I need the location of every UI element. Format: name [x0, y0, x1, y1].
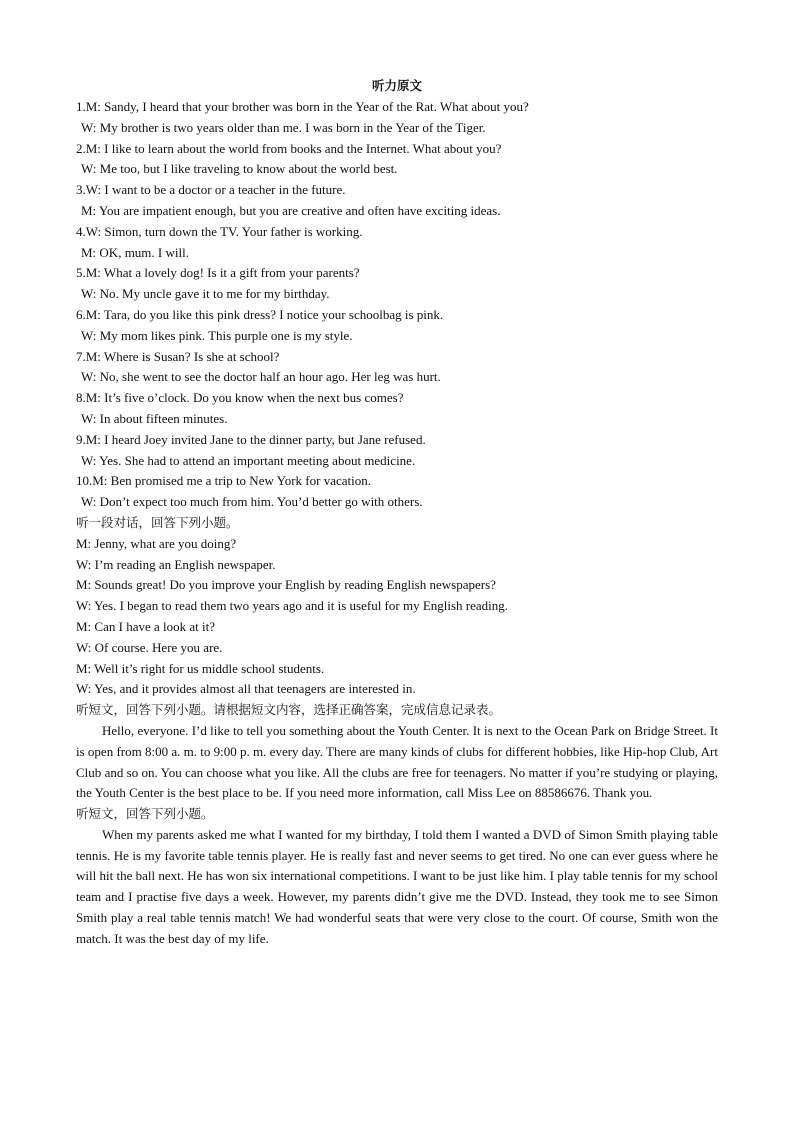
- dialogue-7-line-a: 7.M: Where is Susan? Is she at school?: [76, 348, 280, 364]
- page-title: 听力原文: [371, 78, 422, 93]
- passage-paragraph: When my parents asked me what I wanted for my birthday, I told them I wanted a DVD of Simon Smith playing table tennis. He is my favorite table tennis player. He is really fast and never seems to get tired. No one can ever guess where he will hit the ball next. He has won six international competitions. I want to be just like him. I play table tennis for my school team and I practise five days a week. However, my parents didn’t give me the DVD. Instead, they took me to see Simon Smith play a real table tennis match! We had wonderful seats that were very close to the court. Of course, Smith won the match. It was the best day of my life.: [76, 826, 718, 946]
- section-heading: 听短文，回答下列小题。: [76, 806, 214, 822]
- dialogue-1-line-b: W: My brother is two years older than me. I was born in the Year of the Tiger.: [81, 119, 486, 135]
- dialogue-3-line-a: 3.W: I want to be a doctor or a teacher in the future.: [76, 182, 346, 198]
- section-heading: 听一段对话，回答下列小题。: [76, 514, 239, 530]
- section-heading: 听短文，回答下列小题。请根据短文内容，选择正确答案，完成信息记录表。: [76, 702, 502, 718]
- document-body: [76, 97, 718, 950]
- dialogue-3-line-b: M: You are impatient enough, but you are creative and often have exciting ideas.: [81, 202, 501, 218]
- dialogue-4-line-a: 4.W: Simon, turn down the TV. Your father is working.: [76, 223, 363, 239]
- dialogue-5-line-a: 5.M: What a lovely dog! Is it a gift from your parents?: [76, 265, 360, 281]
- dialogue-line: W: Yes. I began to read them two years ago and it is useful for my English reading.: [76, 598, 509, 614]
- dialogue-10-line-a: 10.M: Ben promised me a trip to New York for vacation.: [76, 473, 371, 489]
- dialogue-5-line-b: W: No. My uncle gave it to me for my birthday.: [81, 286, 330, 302]
- dialogue-line: M: Can I have a look at it?: [76, 618, 215, 634]
- dialogue-9-line-b: W: Yes. She had to attend an important meeting about medicine.: [81, 452, 416, 468]
- dialogue-line: W: I’m reading an English newspaper.: [76, 556, 276, 572]
- dialogue-2-line-a: 2.M: I like to learn about the world from books and the Internet. What about you?: [76, 140, 502, 156]
- numbered-dialogues: [76, 97, 718, 513]
- dialogue-4-line-b: M: OK, mum. I will.: [81, 244, 189, 260]
- dialogue-line: W: Of course. Here you are.: [76, 639, 223, 655]
- dialogue-6-line-a: 6.M: Tara, do you like this pink dress? I notice your schoolbag is pink.: [76, 306, 444, 322]
- dialogue-line: M: Well it’s right for us middle school students.: [76, 660, 325, 676]
- passage-paragraph: Hello, everyone. I’d like to tell you something about the Youth Center. It is next to the Ocean Park on Bridge Street. It is open from 8:00 a. m. to 9:00 p. m. every day. There are many kinds of clubs for different hobbies, like Hip-hop Club, Art Club and so on. You can choose what you like. All the clubs are free for teenagers. No matter if you’re studying or playing, the Youth Center is the best place to be. If you need more information, call Miss Lee on 88586676. Thank you.: [76, 722, 718, 801]
- dialogue-6-line-b: W: My mom likes pink. This purple one is my style.: [81, 327, 353, 343]
- dialogue-1-line-a: 1.M: Sandy, I heard that your brother was born in the Year of the Rat. What about you?: [76, 99, 529, 114]
- dialogue-line: M: Sounds great! Do you improve your English by reading English newspapers?: [76, 577, 496, 593]
- dialogue-8-line-b: W: In about fifteen minutes.: [81, 410, 228, 426]
- dialogue-line: W: Yes, and it provides almost all that teenagers are interested in.: [76, 681, 416, 697]
- dialogue-line: M: Jenny, what are you doing?: [76, 535, 237, 551]
- section-youth-center: [76, 700, 718, 804]
- dialogue-8-line-a: 8.M: It’s five o’clock. Do you know when the next bus comes?: [76, 390, 404, 406]
- dialogue-2-line-b: W: Me too, but I like traveling to know about the world best.: [81, 161, 398, 177]
- dialogue-9-line-a: 9.M: I heard Joey invited Jane to the dinner party, but Jane refused.: [76, 431, 426, 447]
- section-dialogue: [76, 513, 718, 700]
- dialogue-7-line-b: W: No, she went to see the doctor half an hour ago. Her leg was hurt.: [81, 369, 441, 385]
- section-table-tennis: [76, 804, 718, 950]
- dialogue-10-line-b: W: Don’t expect too much from him. You’d better go with others.: [81, 494, 423, 510]
